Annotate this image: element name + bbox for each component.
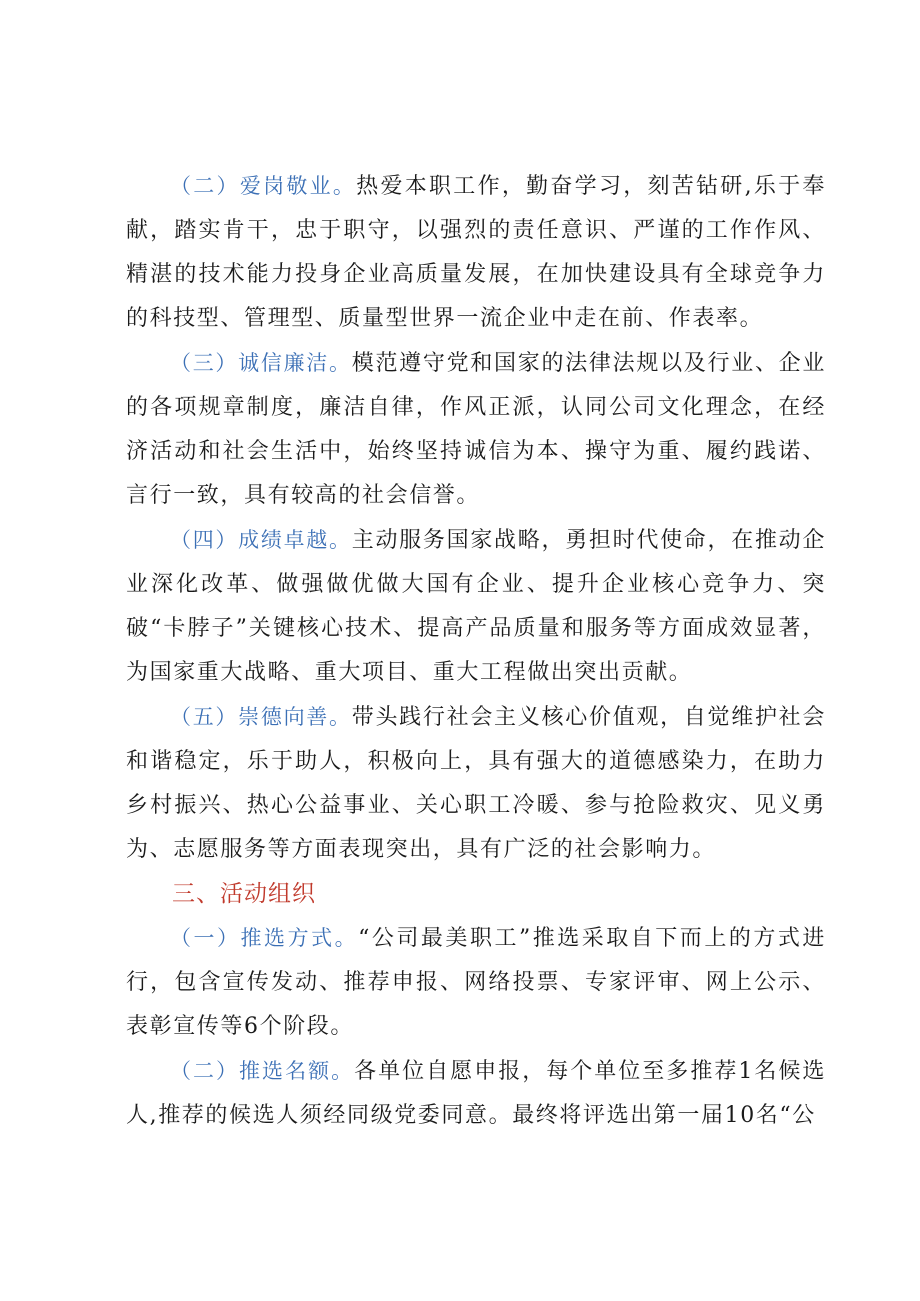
paragraph-text: 模范遵守党和国家的法律法规以及行业、企业的各项规章制度，廉洁自律，作风正派，认同公司文化理念，在经济活动和社会生活中，始终坚持诚信为本、操守为重、履约践诺、言行一致，具有较高的社会信誉。 xyxy=(126,351,826,508)
paragraph-lead: （三）诚信廉洁。 xyxy=(170,351,352,375)
paragraph-text: 热爱本职工作，勤奋学习，刻苦钻研,乐于奉献，踏实肯干，忠于职守，以强烈的责任意识、严谨的工作作风、精湛的技术能力投身企业高质量发展，在加快建设具有全球竞争力的科技型、管理型、质量型世界一流企业中走在前、作表率。 xyxy=(126,174,826,331)
paragraph-virtue xyxy=(126,695,826,872)
section-heading: 三、活动组织 xyxy=(172,881,316,907)
paragraph-lead: （二）爱岗敬业。 xyxy=(170,174,357,198)
paragraph-text: “公司最美职工”推选采取自下而上的方式进行，包含宣传发动、推荐申报、网络投票、专家评审、网上公示、表彰宣传等6个阶段。 xyxy=(126,926,826,1039)
paragraph-selection-quota xyxy=(126,1049,826,1138)
paragraph-dedication xyxy=(126,164,826,341)
paragraph-integrity xyxy=(126,341,826,518)
paragraph-lead: （一）推选方式。 xyxy=(170,926,359,950)
paragraph-lead: （四）成绩卓越。 xyxy=(170,528,352,552)
paragraph-lead: （五）崇德向善。 xyxy=(170,705,352,729)
document-body xyxy=(126,164,826,1138)
paragraph-achievement xyxy=(126,518,826,695)
paragraph-lead: （二）推选名额。 xyxy=(170,1059,355,1083)
paragraph-selection-method xyxy=(126,916,826,1049)
paragraph-text: 带头践行社会主义核心价值观，自觉维护社会和谐稳定，乐于助人，积极向上，具有强大的道德感染力，在助力乡村振兴、热心公益事业、关心职工冷暖、参与抢险救灾、见义勇为、志愿服务等方面表现突出，具有广泛的社会影响力。 xyxy=(126,705,826,862)
paragraph-text: 主动服务国家战略，勇担时代使命，在推动企业深化改革、做强做优做大国有企业、提升企业核心竞争力、突破“卡脖子”关键核心技术、提高产品质量和服务等方面成效显著，为国家重大战略、重大项目、重大工程做出突出贡献。 xyxy=(126,528,826,685)
paragraph-text: 各单位自愿申报，每个单位至多推荐1名候选人,推荐的候选人须经同级党委同意。最终将评选出第一届10名“公 xyxy=(126,1059,826,1128)
